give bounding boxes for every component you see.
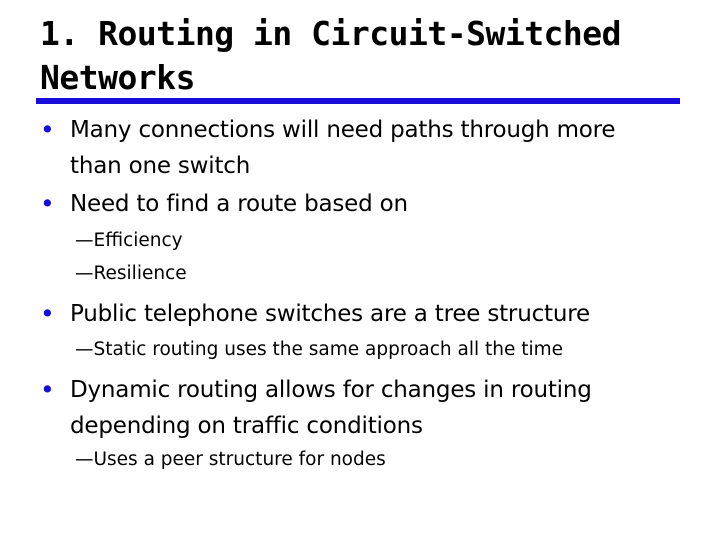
bullet-text-line-1: Need to find a route based on [70,191,408,217]
sub-bullet-efficiency: —Efficiency [75,230,183,251]
bullet-text-line-2: depending on traffic conditions [70,413,423,439]
bullet-text-line-1: Public telephone switches are a tree structure [70,301,590,327]
bullet-text [70,186,680,222]
sub-bullet-peer-structure: —Uses a peer structure for nodes [75,449,386,470]
bullet-text-line-2: than one switch [70,153,251,179]
sub-bullet-static-routing: —Static routing uses the same approach all the time [75,339,564,360]
slide-title-line-2: Networks [40,58,195,97]
bullet-text [70,112,680,184]
title-underline-rule [36,98,680,104]
bullet-text-line-1: Dynamic routing allows for changes in routing [70,377,592,403]
sub-bullet-resilience: —Resilience [75,263,187,284]
bullet-dot-icon: • [40,189,55,218]
bullet-dot-icon: • [40,115,55,144]
bullet-text-line-1: Many connections will need paths through more [70,117,616,143]
bullet-text [70,296,680,332]
bullet-dot-icon: • [40,375,55,404]
slide-title-line-1: 1. Routing in Circuit-Switched [40,14,622,53]
bullet-dot-icon: • [40,299,55,328]
bullet-text [70,372,680,444]
slide-title [40,12,690,100]
